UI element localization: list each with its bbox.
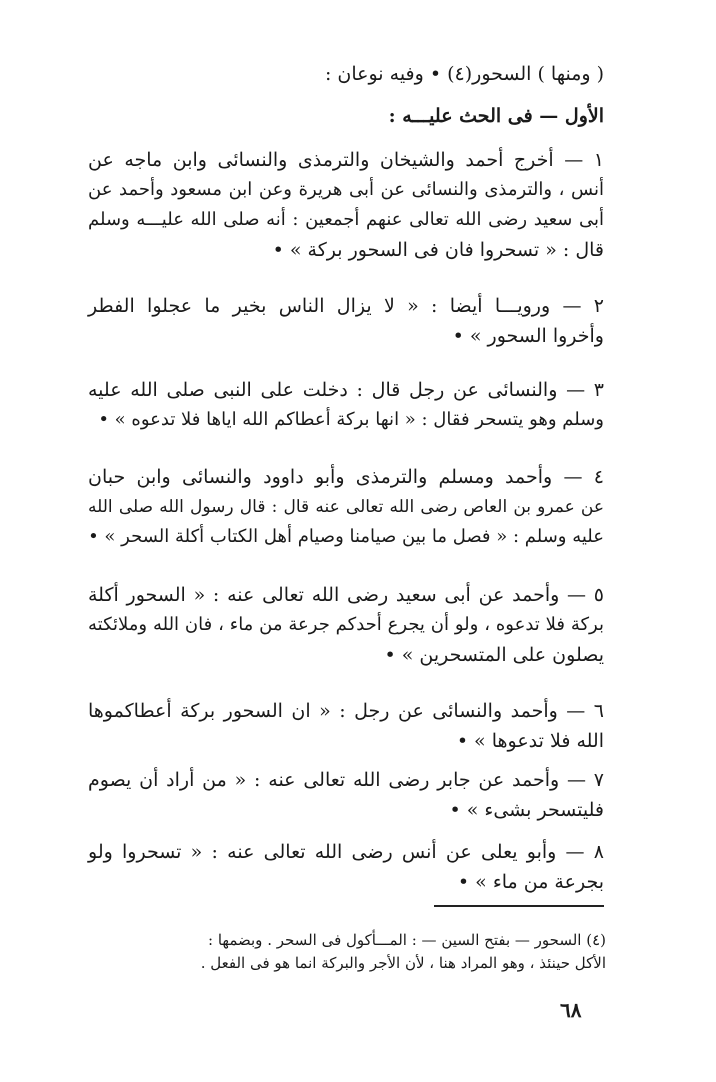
section-heading: الأول — فى الحث عليـــه :	[388, 105, 604, 127]
hadith-1-line-2: أنس ، والترمذى والنسائى عن أبى هريرة وعن ابن مسعود وأحمد عن	[88, 179, 604, 200]
footnote-line-2: الأكل حينئذ ، وهو المراد هنا ، لأن الأجر والبركة انما هو فى الفعل .	[200, 954, 606, 972]
hadith-4-line-3: عليه وسلم : « فصل ما بين صيامنا وصيام أهل الكتاب أكلة السحر » •	[88, 526, 604, 547]
footnote-line-1: (٤) السحور — بفتح السين — : المـــأكول فى السحر . وبضمها :	[208, 931, 606, 949]
hadith-1-line-1: ١ — أخرج أحمد والشيخان والترمذى والنسائى وابن ماجه عن	[88, 149, 604, 171]
hadith-3-line-2: وسلم وهو يتسحر فقال : « انها بركة أعطاكم الله اياها فلا تدعوه » •	[98, 409, 604, 430]
hadith-7-line-2: فليتسحر بشىء » •	[449, 799, 604, 821]
hadith-8-line-1: ٨ — وأبو يعلى عن أنس رضى الله تعالى عنه : « تسحروا ولو	[88, 841, 604, 863]
hadith-2-line-1: ٢ — ورويـــا أيضا : « لا يزال الناس بخير ما عجلوا الفطر	[88, 295, 604, 317]
hadith-6-line-1: ٦ — وأحمد والنسائى عن رجل : « ان السحور بركة أعطاكموها	[88, 700, 604, 722]
hadith-5-line-1: ٥ — وأحمد عن أبى سعيد رضى الله تعالى عنه : « السحور أكلة	[88, 584, 604, 606]
hadith-5-line-2: بركة فلا تدعوه ، ولو أن يجرع أحدكم جرعة من ماء ، فان الله وملائكته	[88, 614, 604, 635]
hadith-1-line-4: قال : « تسحروا فان فى السحور بركة » •	[272, 239, 604, 261]
hadith-2-line-2: وأخروا السحور » •	[452, 325, 604, 347]
hadith-8-line-2: بجرعة من ماء » •	[457, 871, 604, 893]
hadith-7-line-1: ٧ — وأحمد عن جابر رضى الله تعالى عنه : « من أراد أن يصوم	[88, 769, 604, 791]
hadith-4-line-1: ٤ — وأحمد ومسلم والترمذى وأبو داوود والنسائى وابن حبان	[88, 466, 604, 488]
hadith-1-line-3: أبى سعيد رضى الله تعالى عنهم أجمعين : أنه صلى الله عليـــه وسلم	[88, 209, 604, 230]
hadith-5-line-3: يصلون على المتسحرين » •	[384, 644, 604, 666]
footnote-divider	[434, 905, 604, 907]
page-number: ٦٨	[560, 998, 582, 1022]
hadith-6-line-2: الله فلا تدعوها » •	[456, 730, 604, 752]
intro-line: ( ومنها ) السحور(٤) • وفيه نوعان :	[324, 63, 604, 85]
hadith-4-line-2: عن عمرو بن العاص رضى الله تعالى عنه قال : قال رسول الله صلى الله	[88, 497, 604, 517]
hadith-3-line-1: ٣ — والنسائى عن رجل قال : دخلت على النبى صلى الله عليه	[88, 379, 604, 401]
